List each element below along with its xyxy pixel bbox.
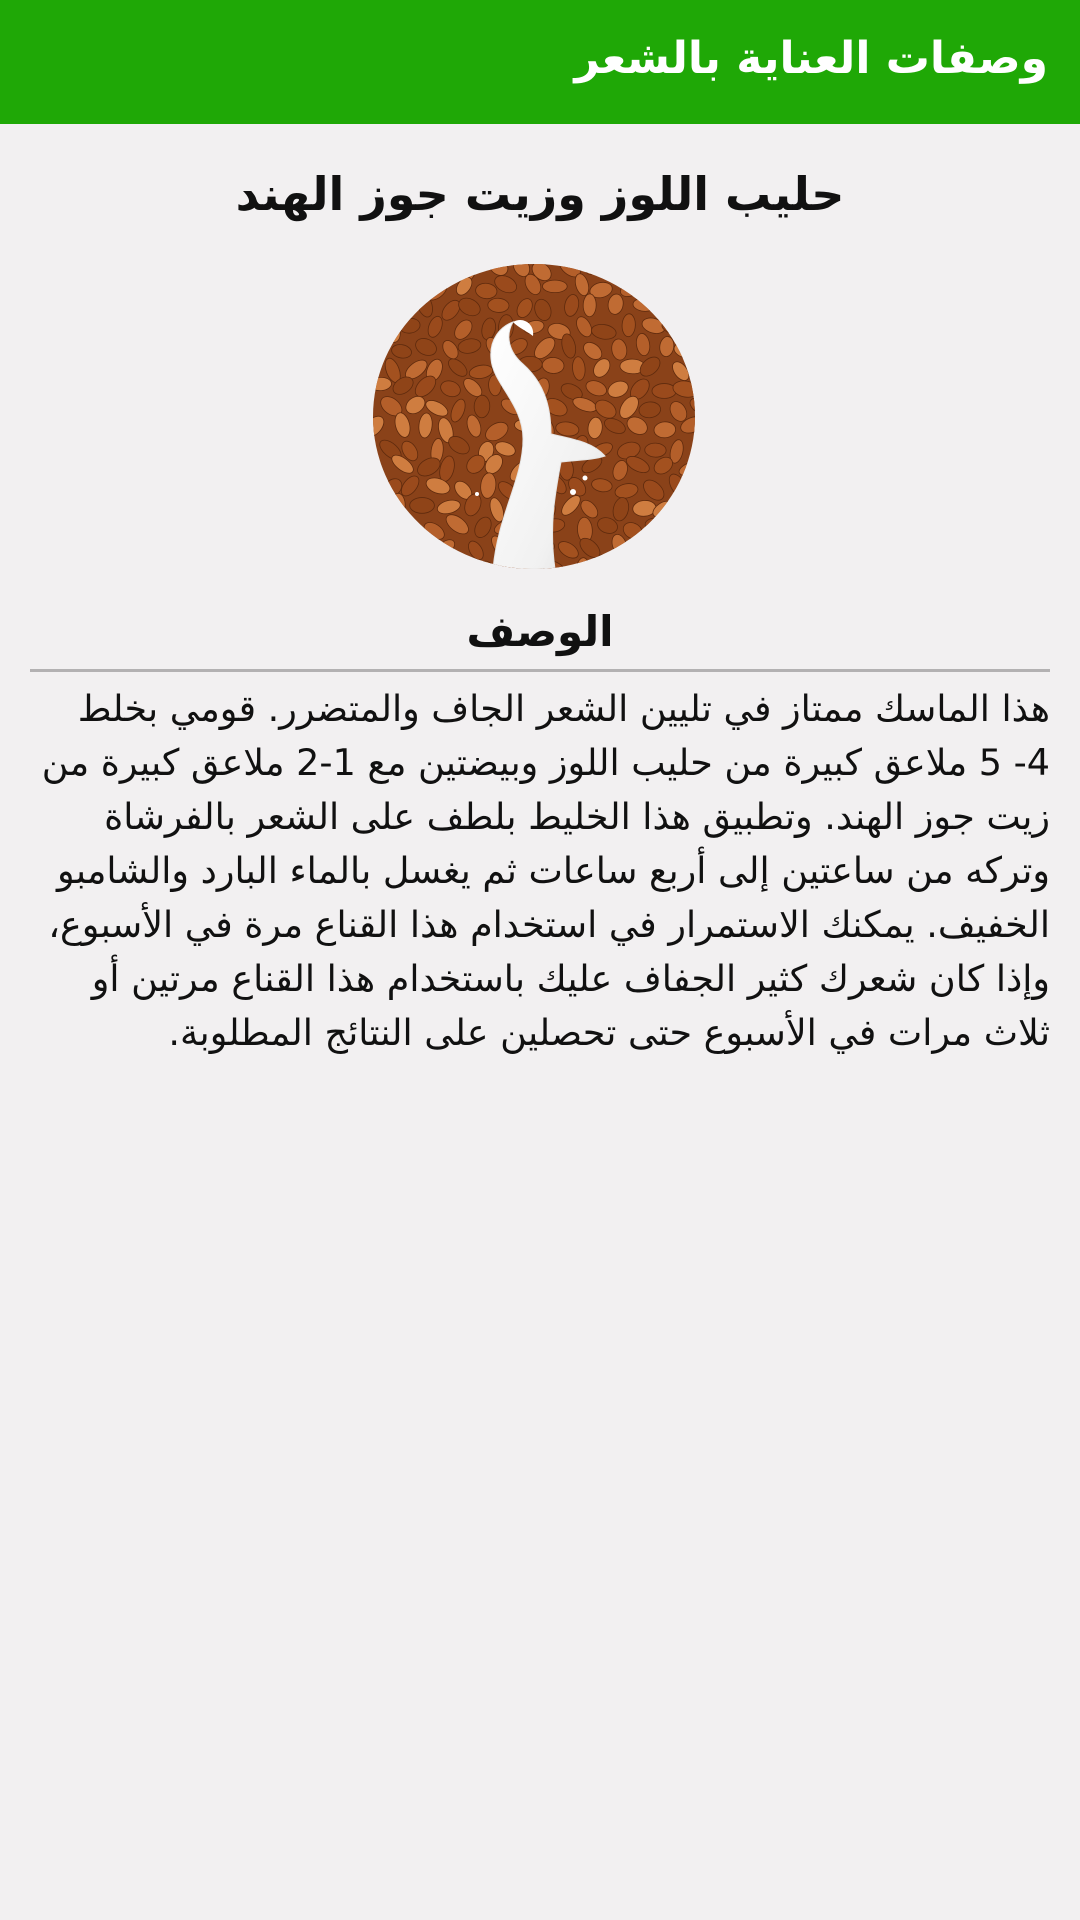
- recipe-description: هذا الماسك ممتاز في تليين الشعر الجاف والمتضرر. قومي بخلط 4- 5 ملاعق كبيرة من حليب اللوز وبيضتين مع 1-2 ملاعق كبيرة من زيت جوز الهند. وتطبيق هذا الخليط بلطف على الشعر بالفرشاة وتركه من ساعتين إلى أربع ساعات ثم يغسل بالماء البارد والشامبو الخفيف. يمكنك الاستمرار في استخدام هذا القناع مرة في الأسبوع، وإذا كان شعرك كثير الجفاف عليك باستخدام هذا القناع مرتين أو ثلاث مرات في الأسبوع حتى تحصلين على النتائج المطلوبة.: [41, 687, 1050, 1054]
- app-title: وصفات العناية بالشعر: [574, 33, 1048, 84]
- recipe-title: حليب اللوز وزيت جوز الهند: [235, 167, 845, 221]
- app-bar: [0, 0, 1080, 124]
- almond-milk-photo: [373, 264, 695, 569]
- description-heading: الوصف: [466, 607, 614, 656]
- divider: [30, 669, 1050, 672]
